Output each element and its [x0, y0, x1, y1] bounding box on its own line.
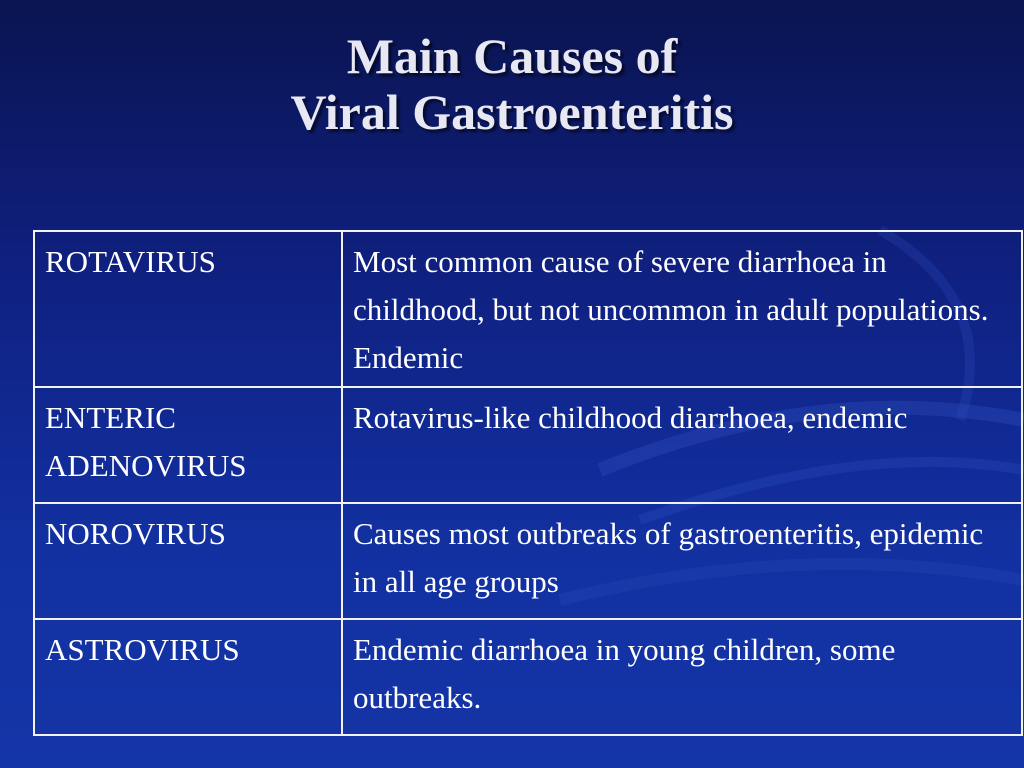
table-row: [34, 387, 1022, 503]
virus-description-cell: Endemic diarrhoea in young children, some outbreaks.: [342, 619, 1022, 735]
virus-description-cell: Rotavirus-like childhood diarrhoea, endemic: [342, 387, 1022, 503]
virus-table: [33, 230, 1023, 736]
virus-name-cell: NOROVIRUS: [34, 503, 342, 619]
virus-name-cell: ROTAVIRUS: [34, 231, 342, 387]
table-row: [34, 619, 1022, 735]
table-row: [34, 503, 1022, 619]
virus-description-cell: Causes most outbreaks of gastroenteritis, epidemic in all age groups: [342, 503, 1022, 619]
virus-description-cell: Most common cause of severe diarrhoea in childhood, but not uncommon in adult populations. Endemic: [342, 231, 1022, 387]
title-line-2: Viral Gastroenteritis: [290, 84, 734, 140]
slide-title: [0, 28, 1024, 140]
table-row: [34, 231, 1022, 387]
title-line-1: Main Causes of: [346, 28, 678, 84]
virus-name-cell: ENTERIC ADENOVIRUS: [34, 387, 342, 503]
virus-name-cell: ASTROVIRUS: [34, 619, 342, 735]
virus-table-container: [33, 230, 1024, 736]
